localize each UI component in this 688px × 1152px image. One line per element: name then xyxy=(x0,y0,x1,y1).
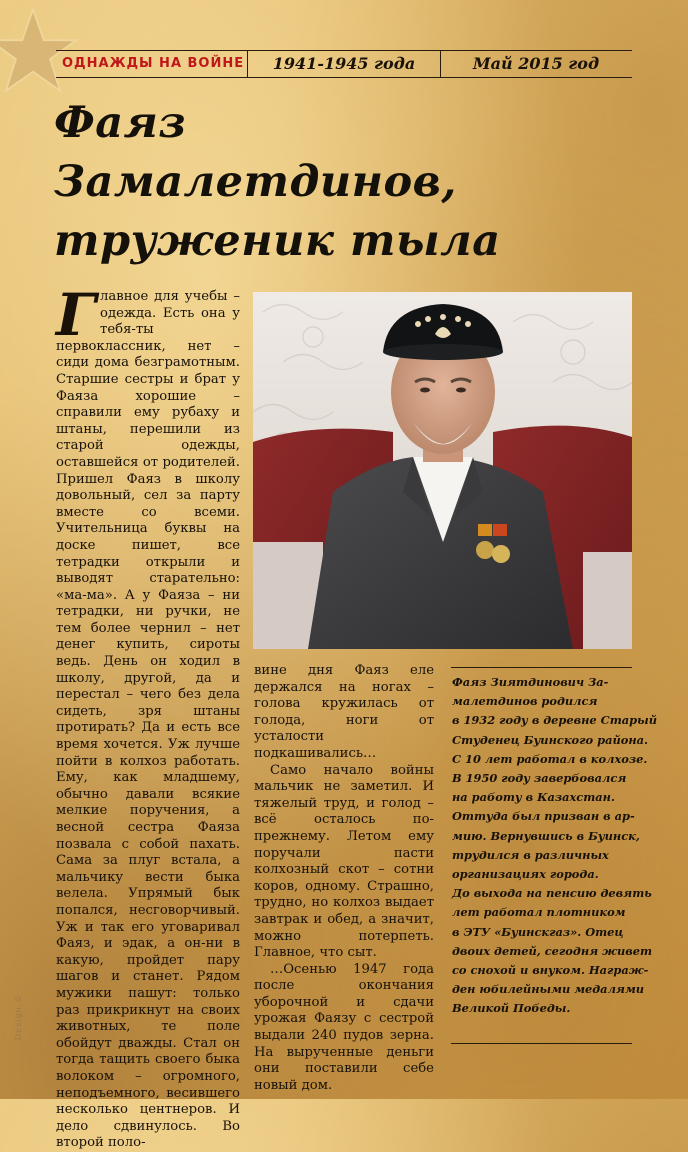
header-years: 1941-1945 года xyxy=(272,54,416,73)
caption-line: Оттуда был призван в ар- xyxy=(452,809,635,824)
caption-line: Фаяз Зиятдинович За- xyxy=(452,675,609,689)
caption-line: С 10 лет работал в колхозе. xyxy=(452,751,648,766)
caption-line: трудился в различных xyxy=(452,847,609,862)
article-column-2 xyxy=(254,663,434,1094)
article-paragraph: Само начало войны мальчик не заметил. И тяжелый труд, и голод – всё осталось по-прежнему. Летом ему поручали пасти колхозный скот – сотни коров, одному. Страшно, трудно, но колхоз выдает завтрак и обед, а значит, можно потерпеть. Главное, что сыт. xyxy=(254,762,434,961)
caption-line: на работу в Казахстан. xyxy=(452,790,615,805)
article-paragraph: вине дня Фаяз еле держался на ногах – голова кружилась от голода, ноги от усталости подкашивались… xyxy=(254,663,434,761)
portrait-photo xyxy=(253,292,632,649)
title-line: Замалетдинов, xyxy=(54,157,457,207)
title-line: труженик тыла xyxy=(54,216,501,266)
caption-line: ден юбилейными медалями xyxy=(452,982,645,997)
article-column-1 xyxy=(56,281,240,1152)
caption-line: со снохой и внуком. Награж- xyxy=(452,963,649,978)
caption-line: в ЭТУ «Буинскгаз». Отец xyxy=(452,924,624,939)
caption-line: лет работал плотником xyxy=(452,905,626,920)
caption-line: малетдинов родился xyxy=(452,694,598,709)
caption-line: двоих детей, сегодня живет xyxy=(452,943,653,958)
header-rule-bottom xyxy=(56,77,632,78)
caption-line: в 1932 году в деревне Старый xyxy=(452,713,657,728)
caption-line: Великой Победы. xyxy=(452,1001,571,1016)
photo-caption xyxy=(452,673,657,1019)
caption-line: мию. Вернувшись в Буинск, xyxy=(452,828,640,843)
star-emblem-icon xyxy=(0,6,78,96)
caption-rule-top xyxy=(451,667,632,668)
caption-rule-bottom xyxy=(451,1043,632,1044)
article-title xyxy=(54,94,614,271)
header-rule-top xyxy=(56,50,632,51)
drop-cap: Г xyxy=(56,281,97,349)
caption-line: Студенец Буинского района. xyxy=(452,732,648,747)
portrait-illustration xyxy=(253,292,632,649)
article-text: лавное для учебы – одежда. Есть она у тебя-ты первоклассник, нет – сиди дома безграмотным. Старшие сестры и брат у Фаяза хорошие – справили ему рубаху и штаны, перешили из старой одежды, оставшейся от родителей. Пришел Фаяз в школу довольный, сел за парту вместе со всеми. Учительница буквы на доске пишет, все тетрадки открыли и выводят старательно: «ма-ма». А у Фаяза – ни тетрадки, ни ручки, не тем более чернил – нет денег купить, сироты ведь. День он ходил в школу, другой, да и перестал – чего без дела сидеть, зря штаны протирать? Да и есть все время хочется. Уж лучше пойти в колхоз работать. Ему, как младшему, обычно давали всякие мелкие поручения, а весной сестра Фаяза позвала с собой пахать. Сама за плуг встала, а мальчику вести быка велела. Упрямый бык попался, несговорчивый. Уж и так его уговаривал Фаяз, и эдак, а он-ни в какую, пройдет пару шагов и станет. Рядом мужики пашут: только раз прикрикнут на своих животных, те поле обойдут дважды. Стал он тогда тащить своего быка волоком – огромного, неподъемного, весившего несколько центнеров. И дело сдвинулось. Во второй поло- xyxy=(56,289,240,1151)
design-credit: Design © xyxy=(14,993,23,1040)
caption-line: В 1950 году завербовался xyxy=(452,771,627,786)
caption-line: До выхода на пенсию девять xyxy=(452,886,652,901)
rubric-label: ОДНАЖДЫ НА ВОЙНЕ xyxy=(62,56,245,71)
caption-line: организациях города. xyxy=(452,867,599,882)
header-issue-date: Май 2015 год xyxy=(472,54,600,73)
article-paragraph: …Осенью 1947 года после окончания уборочной и сдачи урожая Фаязу с сестрой выдали 240 пудов зерна. На вырученные деньги они поставили себе новый дом. xyxy=(254,961,434,1093)
title-line: Фаяз xyxy=(54,98,187,148)
